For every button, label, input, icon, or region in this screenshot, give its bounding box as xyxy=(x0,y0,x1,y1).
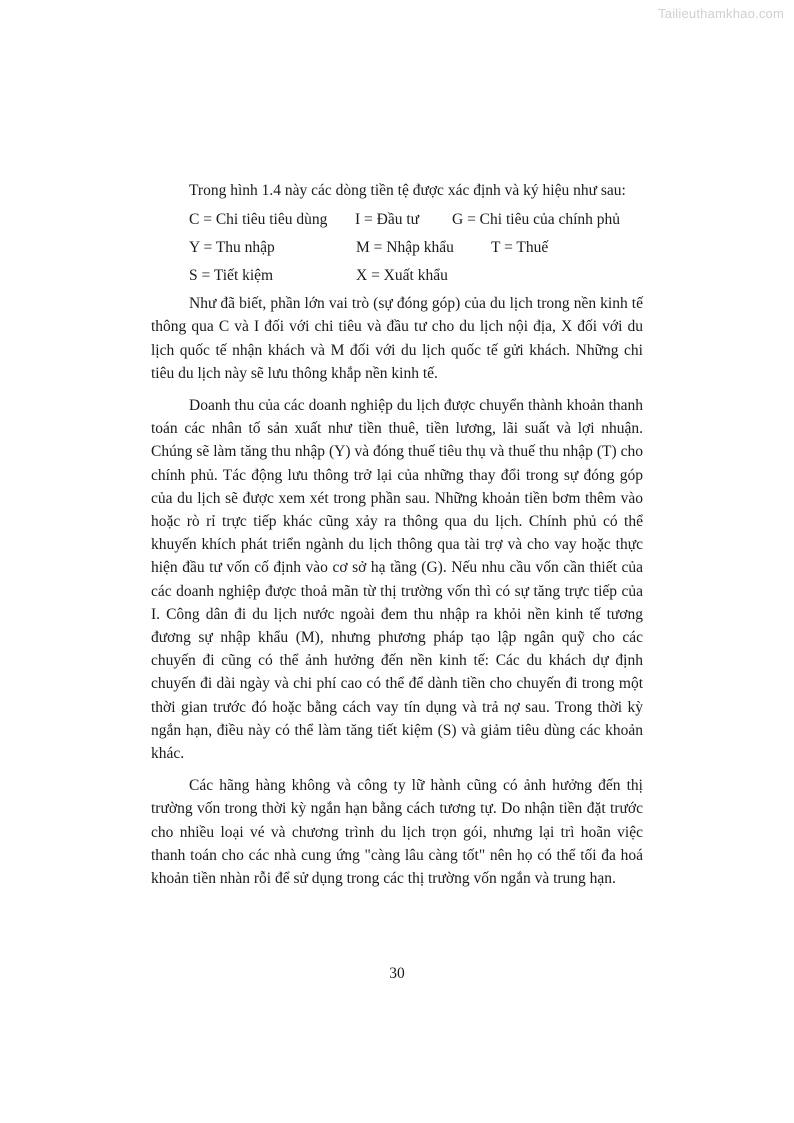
legend-item-x: X = Xuất khẩu xyxy=(356,267,448,285)
page-number: 30 xyxy=(389,965,405,982)
legend-row xyxy=(151,206,643,234)
paragraph-contribution: Như đã biết, phần lớn vai trò (sự đóng góp) của du lịch trong nền kinh tế thông qua C và I đối với chi tiêu và đầu tư cho du lịch nội địa, X đối với du lịch quốc tế nhận khách và M đối với du lịch quốc tế gửi khách. Những chi tiêu du lịch này sẽ lưu thông khắp nền kinh tế. xyxy=(151,295,643,382)
legend-item-y: Y = Thu nhập xyxy=(189,239,275,257)
intro-paragraph: Trong hình 1.4 này các dòng tiền tệ được xác định và ký hiệu như sau: xyxy=(189,182,626,199)
paragraph-revenue: Doanh thu của các doanh nghiệp du lịch được chuyển thành khoản thanh toán các nhân tố sản xuất như tiền thuê, tiền lương, lãi suất và lợi nhuận. Chúng sẽ làm tăng thu nhập (Y) và đóng thuế tiêu thụ và thuế thu nhập (T) cho chính phủ. Tác động lưu thông trở lại của những thay đổi trong sự đóng góp của du lịch sẽ được xem xét trong phần sau. Những khoản tiền bơm thêm vào hoặc rò rỉ trực tiếp khác cũng xảy ra thông qua du lịch. Chính phủ có thể khuyến khích phát triển ngành du lịch thông qua tài trợ và cho vay hoặc thực hiện đầu tư vốn cố định vào cơ sở hạ tầng (G). Nếu nhu cầu vốn cần thiết của các doanh nghiệp được thoả mãn từ thị trường vốn thì có sự tăng trực tiếp của I. Công dân đi du lịch nước ngoài đem thu nhập ra khỏi nền kinh tế tương đương sự nhập khẩu (M), nhưng phương pháp tạo lập ngân quỹ cho các chuyến đi cũng có thể ảnh hưởng đến nền kinh tế: Các du khách dự định chuyến đi dài ngày và chi phí cao có thể để dành tiền cho chuyến đi trong một thời gian trước đó hoặc bằng cách vay tín dụng và trả nợ sau. Trong thời kỳ ngắn hạn, điều này có thể làm tăng tiết kiệm (S) và giảm tiêu dùng các khoản khác. xyxy=(151,397,643,763)
legend-item-t: T = Thuế xyxy=(491,239,549,257)
watermark: Tailieuthamkhao.com xyxy=(658,6,784,21)
legend-item-s: S = Tiết kiệm xyxy=(189,267,274,285)
paragraph-airlines: Các hãng hàng không và công ty lữ hành cũng có ảnh hưởng đến thị trường vốn trong thời kỳ ngắn hạn bằng cách tương tự. Do nhận tiền đặt trước cho nhiều loại vé và chương trình du lịch trọn gói, nhưng lại trì hoãn việc thanh toán cho các nhà cung ứng "càng lâu càng tốt" nên họ có thể tối đa hoá khoản tiền nhàn rỗi để sử dụng trong các thị trường vốn ngắn và trung hạn. xyxy=(151,777,643,888)
legend-item-m: M = Nhập khẩu xyxy=(356,239,454,257)
legend-row xyxy=(151,234,643,262)
legend-item-g: G = Chi tiêu của chính phủ xyxy=(452,211,621,229)
legend-item-c: C = Chi tiêu tiêu dùng xyxy=(189,211,328,229)
body-text xyxy=(151,179,643,890)
symbol-legend xyxy=(151,206,643,290)
legend-row xyxy=(151,262,643,290)
legend-item-i: I = Đầu tư xyxy=(355,211,420,229)
